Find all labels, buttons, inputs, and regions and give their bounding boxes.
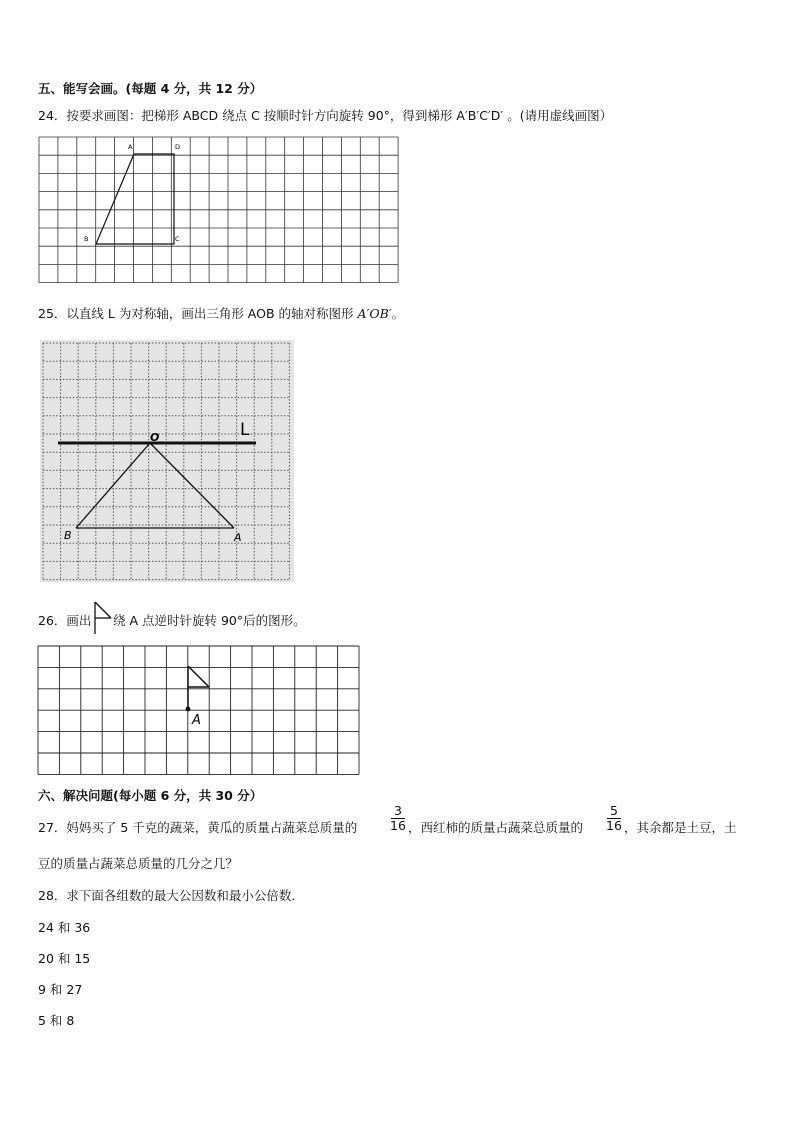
question-24 xyxy=(38,106,612,124)
question-24-number: 24． xyxy=(38,108,67,123)
question-27-part1: 妈妈买了 5 千克的蔬菜，黄瓜的质量占蔬菜总质量的 xyxy=(66,820,358,835)
fraction2-numerator: 5 xyxy=(610,803,618,818)
question-27-part2: ，西红柿的质量占蔬菜总质量的 xyxy=(408,820,584,835)
label-b25: B xyxy=(64,529,72,542)
question-28-text: 求下面各组数的最大公因数和最小公倍数． xyxy=(66,888,304,903)
question-25-math: A′OB′ xyxy=(357,306,392,321)
question-27-part3: ，其余都是土豆，土 xyxy=(624,820,737,835)
question-27-line2: 豆的质量占蔬菜总质量的几分之几？ xyxy=(38,856,239,871)
q25-grid-figure xyxy=(40,340,294,582)
question-25-text: 以直线 L 为对称轴，画出三角形 AOB 的轴对称图形 xyxy=(66,306,354,321)
section-five-title: 五、能写会画。(每题 4 分，共 12 分） xyxy=(38,81,263,96)
question-26-text-before: 画出 xyxy=(66,613,92,628)
label-a26: A xyxy=(192,713,201,728)
q24-grid-figure xyxy=(38,136,400,286)
label-a25: A xyxy=(234,531,242,544)
question-27-line1 xyxy=(38,818,357,836)
fraction-three-sixteenths xyxy=(390,804,406,833)
trapezoid-outline xyxy=(96,154,174,244)
number-pair-2: 20 和 15 xyxy=(38,951,91,966)
fraction2-denominator: 16 xyxy=(606,818,622,833)
question-26 xyxy=(38,611,91,629)
question-26-text-after: 绕 A 点逆时针旋转 90°后的图形。 xyxy=(113,613,306,628)
number-pair-4: 5 和 8 xyxy=(38,1013,75,1028)
label-a: A xyxy=(128,143,133,151)
point-a xyxy=(186,707,191,712)
question-25-end: 。 xyxy=(391,306,405,321)
number-pair-3: 9 和 27 xyxy=(38,982,83,997)
number-pair-1: 24 和 36 xyxy=(38,920,91,935)
label-l: L xyxy=(240,420,250,440)
trapezoid-abcd xyxy=(96,154,174,244)
label-d: D xyxy=(175,143,181,151)
flag-figure-inline xyxy=(92,600,114,636)
section-six-title: 六、解决问题(每小题 6 分，共 30 分） xyxy=(38,788,263,803)
label-b: B xyxy=(84,235,89,243)
label-o: O xyxy=(150,431,160,444)
question-25-number: 25． xyxy=(38,306,67,321)
flag-shape xyxy=(188,666,209,709)
fraction-five-sixteenths xyxy=(606,804,622,833)
question-26-number: 26． xyxy=(38,613,67,628)
flag-diagonal xyxy=(188,666,209,687)
label-c: C xyxy=(175,235,180,243)
q24-grid xyxy=(39,137,398,283)
question-28 xyxy=(38,886,304,904)
fraction1-denominator: 16 xyxy=(390,818,406,833)
question-28-number: 28． xyxy=(38,888,67,903)
question-25 xyxy=(38,304,404,322)
q26-grid xyxy=(38,646,359,774)
question-27-number: 27． xyxy=(38,820,67,835)
q26-grid-figure xyxy=(37,645,360,776)
question-24-text: 按要求画图：把梯形 ABCD 绕点 C 按顺时针方向旋转 90°，得到梯形 A′B′C′D′ 。(请用虚线画图） xyxy=(66,108,613,123)
fraction1-numerator: 3 xyxy=(394,803,402,818)
